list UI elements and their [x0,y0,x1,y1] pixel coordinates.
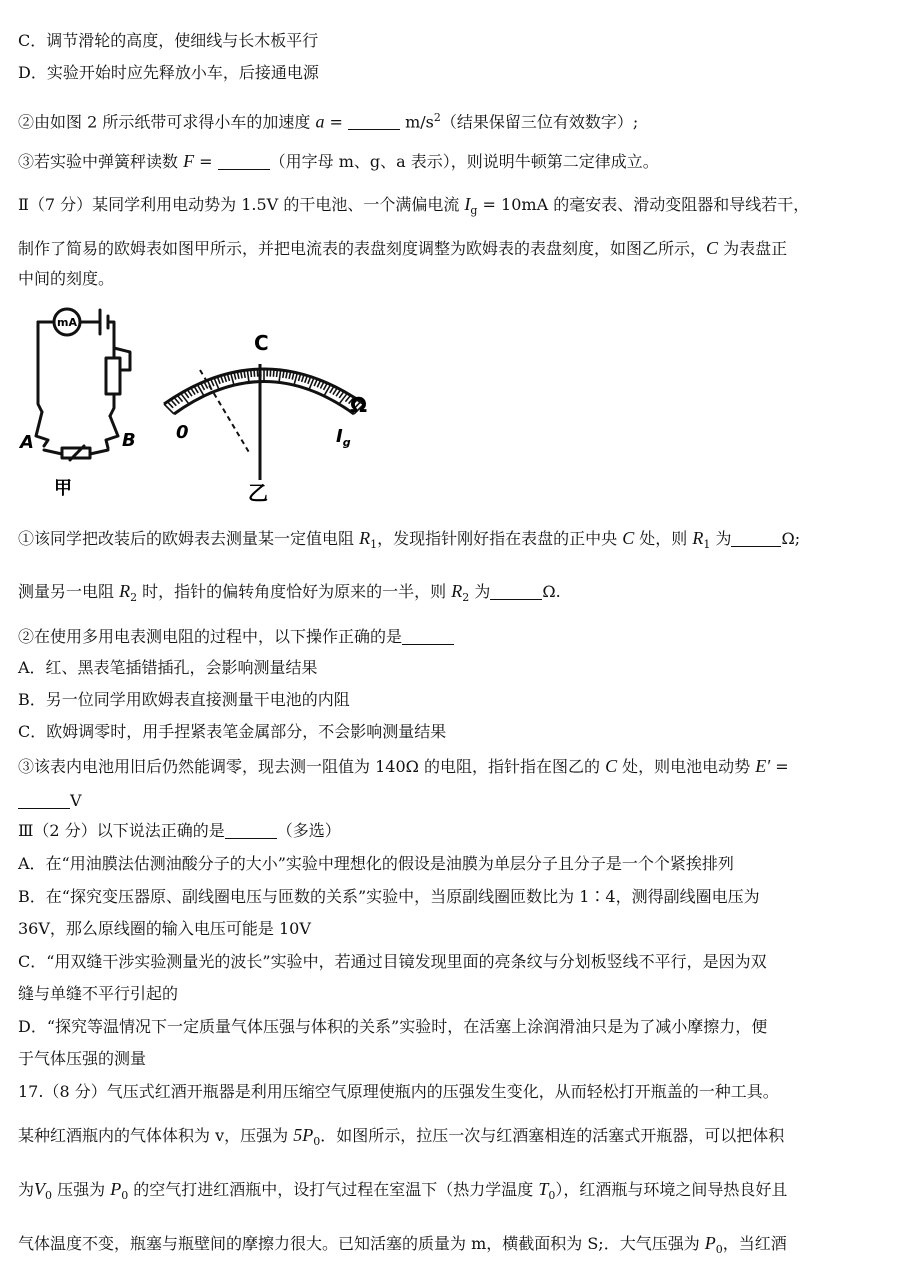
label-zero: 0 [176,422,189,443]
dial-tick [167,402,173,408]
dial-tick [320,382,324,389]
circuit-diagram-jia [36,310,130,460]
line-part2-intro-3: 中间的刻度。 [18,269,115,288]
dial-tick [339,391,344,398]
dial-tick [324,383,328,390]
dial-tick [174,397,179,403]
dial-tick [187,390,192,397]
label-ig: $I_g$ [336,426,351,449]
line-part3-c: C．“用双缝干涉实验测量光的波长”实验中，若通过目镜发现里面的亮条纹与分划板竖线不平行，是因为双 [18,952,767,971]
dial-tick [317,380,320,387]
answer-blank[interactable] [348,113,400,130]
dial-tick [254,369,255,376]
svg-text:mA: mA [57,316,77,329]
dial-tick [273,369,274,376]
label-b: B [122,430,136,451]
dial-tick [194,386,198,393]
line-part3-d2: 于气体压强的测量 [18,1049,147,1068]
line-part3-c2: 缝与单缝不平行引起的 [18,984,179,1003]
dial-tick [302,375,304,382]
dial-tick [247,370,249,382]
dial-tick [314,379,317,386]
dial-tick [191,388,195,395]
dial-tick [333,388,337,395]
label-c: C [254,331,269,355]
dial-tick [201,383,205,390]
line-q17-c: 为$V_0$ 压强为 $P_0$ 的空气打进红酒瓶中，设打气过程在室温下（热力学温度 $T_0$），红酒瓶与环境之间导热良好且 [18,1179,788,1203]
answer-blank[interactable] [225,822,277,839]
ohmmeter-dial [164,364,364,480]
line-part2-intro: Ⅱ（7 分）某同学利用电动势为 1.5V 的干电池、一个满偏电流 $I_g = 10mA$ 的毫安表、滑动变阻器和导线若干， [18,194,810,218]
line-part2-intro-2: 制作了简易的欧姆表如图甲所示，并把电流表的表盘刻度调整为欧姆表的表盘刻度，如图乙所示，C 为表盘正 [18,238,788,258]
line-part3-d: D．“探究等温情况下一定质量气体压强与体积的关系”实验时，在活塞上涂润滑油只是为了减小摩擦力，便 [18,1017,768,1036]
line-acceleration: ②由如图 2 所示纸带可求得小车的加速度 $a = m/s^2$（结果保留三位有效数字）; [18,111,639,132]
line-q2: ②在使用多用电表测电阻的过程中，以下操作正确的是 [18,626,454,648]
dial-tick [277,370,278,377]
dial-tick [171,399,177,405]
dial-tick [211,379,214,386]
label-yi: 乙 [248,481,268,504]
line-q1-b: 测量另一电阻 $R_2$ 时，指针的偏转角度恰好为原来的一半，则 $R_2$ 为 Ω. [18,581,561,605]
line-spring-reading: ③若实验中弹簧秤读数 F = （用字母 m、g、a 表示），则说明牛顿第二定律成立。 [18,151,659,171]
dial-tick [336,390,341,397]
answer-blank[interactable] [18,792,70,809]
dial-tick [251,370,252,377]
line-q3: ③该表内电池用旧后仍然能调零，现去测一阻值为 140Ω 的电阻，指针指在图乙的 C 处，则电池电动势 E′ = [18,756,789,776]
dial-tick [181,393,189,404]
line-q2-a: A．红、黑表笔插错插孔，会影响测量结果 [18,658,318,677]
line-part3-b2: 36V，那么原线圈的输入电压可能是 10V [18,919,311,938]
dial-tick [279,370,281,382]
line-part3-a: A．在“用油膜法估测油酸分子的大小”实验中理想化的假设是油膜为单层分子且分子是一个个紧挨排列 [18,854,734,873]
line-q3-b: V [18,790,82,812]
ohmmeter-figure [14,304,394,504]
dial-tick [224,375,226,382]
answer-blank[interactable] [402,628,454,645]
dial-tick [177,395,182,401]
line-q2-b: B．另一位同学用欧姆表直接测量干电池的内阻 [18,690,350,709]
dial-tick [184,391,189,398]
dial-tick [339,393,347,404]
line-q17-d: 气体温度不变，瓶塞与瓶壁间的摩擦力很大。已知活塞的质量为 m，横截面积为 S;．大气压强为 $P_0$，当红酒 [18,1233,787,1257]
answer-blank[interactable] [490,583,542,600]
dial-tick [330,386,334,393]
answer-blank[interactable] [218,153,270,170]
dial-tick [231,373,234,385]
dial-tick [204,382,208,389]
line-q1: ①该同学把改装后的欧姆表去测量某一定值电阻 $R_1$，发现指针刚好指在表盘的正中央 C 处，则 $R_1$ 为 Ω; [18,528,801,552]
line-part3: Ⅲ（2 分）以下说法正确的是 （多选） [18,821,341,840]
answer-blank[interactable] [731,530,781,547]
label-jia: 甲 [54,478,72,499]
milliammeter-icon [54,309,80,335]
line-q17: 17.（8 分）气压式红酒开瓶器是利用压缩空气原理使瓶内的压强发生变化，从而轻松打开瓶盖的一种工具。 [18,1082,779,1101]
line-part3-b: B．在“探究变压器原、副线圈电压与匝数的关系”实验中，当原副线圈匝数比为 1∶4，测得副线圈电压为 [18,887,760,906]
line-option-d: D．实验开始时应先释放小车，后接通电源 [18,63,319,82]
label-a: A [20,432,34,453]
line-q2-c: C．欧姆调零时，用手捏紧表笔金属部分，不会影响测量结果 [18,722,447,741]
dial-tick [164,404,174,414]
label-omega: Ω [350,393,368,417]
line-option-c: C．调节滑轮的高度，使细线与长木板平行 [18,31,319,50]
line-q17-b: 某种红酒瓶内的气体体积为 v，压强为 $5P_0$．如图所示，拉压一次与红酒塞相连的活塞式开瓶器，可以把体积 [18,1125,785,1149]
dial-tick [294,373,297,385]
